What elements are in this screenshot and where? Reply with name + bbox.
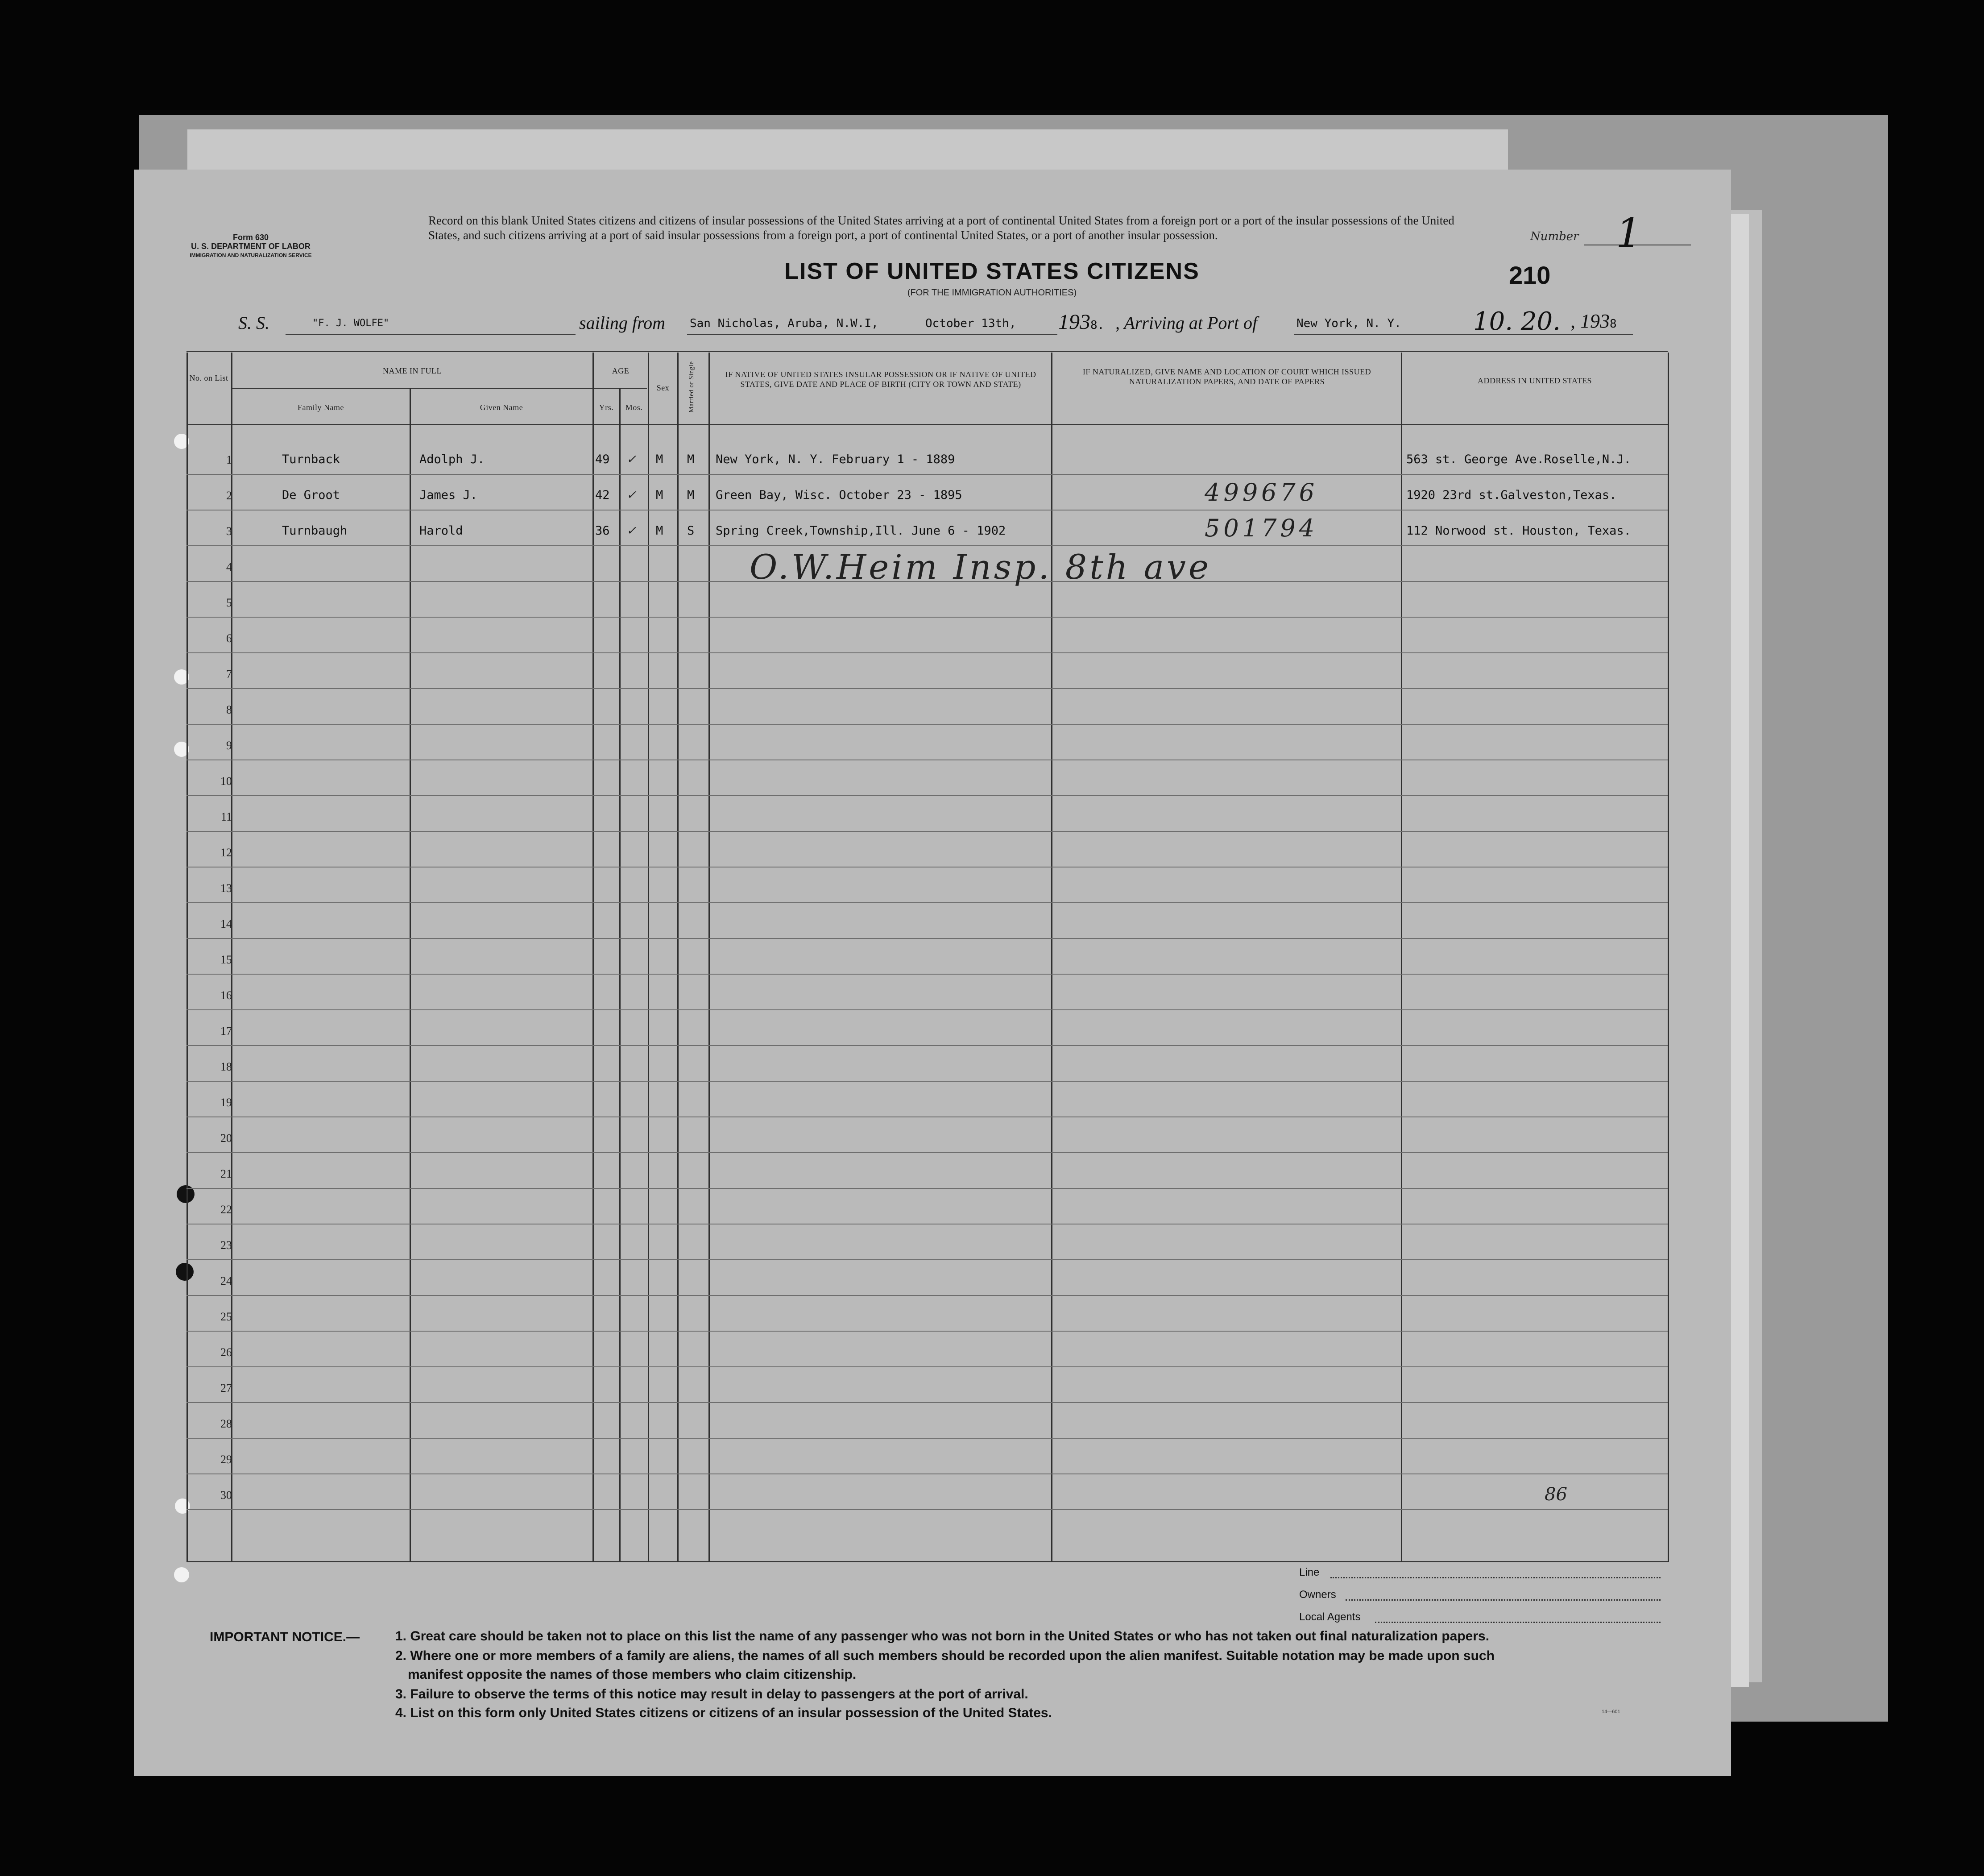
departure-date: October 13th, xyxy=(925,317,1016,330)
cell-ms: M xyxy=(687,452,695,466)
arriving-label: , Arriving at Port of xyxy=(1115,313,1258,333)
stamp-number: 210 xyxy=(1509,261,1551,289)
header-sex: Sex xyxy=(656,383,670,392)
cell-mos: ✓ xyxy=(626,452,637,466)
row-number: 8 xyxy=(226,703,232,716)
row-number: 21 xyxy=(220,1167,232,1180)
row-line xyxy=(186,545,1668,546)
page-subtitle: (FOR THE IMMIGRATION AUTHORITIES) xyxy=(907,288,1077,298)
name-header-divider xyxy=(232,388,617,389)
header-age: AGE xyxy=(612,366,630,375)
cell-yrs: 36 xyxy=(595,524,610,538)
header-address: ADDRESS IN UNITED STATES xyxy=(1477,376,1592,385)
row-line xyxy=(186,938,1668,939)
row-number: 20 xyxy=(220,1132,232,1145)
notice-item-2: 2. Where one or more members of a family are aliens, the names of all such members should be recorded upon the alien manifest. Suitable notation may be made upon such xyxy=(395,1648,1495,1663)
row-line xyxy=(186,1081,1668,1082)
cell-birth: New York, N. Y. February 1 - 1889 xyxy=(716,452,955,466)
row-number: 5 xyxy=(226,596,232,609)
row-number: 27 xyxy=(220,1382,232,1395)
row-line xyxy=(186,1009,1668,1010)
cell-naturalized: 499676 xyxy=(1205,478,1318,506)
header-yrs: Yrs. xyxy=(599,403,614,412)
row-number: 1 xyxy=(226,453,232,466)
row-line xyxy=(186,1438,1668,1439)
cell-address: 563 st. George Ave.Roselle,N.J. xyxy=(1406,452,1631,466)
row-number: 12 xyxy=(220,846,232,859)
number-value: 1 xyxy=(1616,210,1642,257)
row-number: 28 xyxy=(220,1417,232,1430)
arrival-year-prefix: , 193 xyxy=(1570,310,1610,332)
col-line xyxy=(1668,353,1669,1562)
row-line xyxy=(186,831,1668,832)
cell-given: James J. xyxy=(419,488,478,502)
header-family-name: Family Name xyxy=(298,403,344,412)
row-line xyxy=(186,1259,1668,1260)
col-line xyxy=(619,388,621,1562)
cell-naturalized: 501794 xyxy=(1205,514,1318,542)
row-line xyxy=(186,1295,1668,1296)
cell-yrs: 42 xyxy=(595,488,610,502)
header-given-name: Given Name xyxy=(480,403,523,412)
col-line xyxy=(1401,353,1402,1562)
line-label: Line xyxy=(1299,1566,1320,1578)
background-sheet-right-edge xyxy=(1731,214,1749,1687)
col-line xyxy=(410,388,411,1562)
row-number: 2 xyxy=(226,489,232,502)
cell-given: Harold xyxy=(419,524,463,538)
department-name: U. S. DEPARTMENT OF LABOR xyxy=(191,242,311,251)
arrival-year-suffix: 8 xyxy=(1610,317,1617,331)
owners-field xyxy=(1346,1599,1661,1601)
row-number: 13 xyxy=(220,882,232,895)
row-line xyxy=(186,510,1668,511)
row-number: 14 xyxy=(220,917,232,930)
row-number: 7 xyxy=(226,668,232,681)
row-number: 24 xyxy=(220,1274,232,1287)
page-title: LIST OF UNITED STATES CITIZENS xyxy=(784,258,1200,284)
row-line xyxy=(186,1188,1668,1189)
row-number: 3 xyxy=(226,525,232,538)
cell-yrs: 49 xyxy=(595,452,610,466)
cell-mos: ✓ xyxy=(626,488,637,502)
owners-label: Owners xyxy=(1299,1589,1336,1601)
cell-ms: S xyxy=(687,524,695,538)
punch-hole xyxy=(174,1567,189,1582)
row-line xyxy=(186,474,1668,475)
notice-item-2-cont: manifest opposite the names of those members who claim citizenship. xyxy=(408,1667,857,1682)
table-top-border xyxy=(186,351,1668,352)
row-number: 4 xyxy=(226,560,232,573)
page-mark: 86 xyxy=(1545,1484,1567,1505)
cell-mos: ✓ xyxy=(626,524,637,538)
header-naturalized: IF NATURALIZED, GIVE NAME AND LOCATION OF COURT WHICH ISSUED NATURALIZATION PAPERS, AND DATE OF PAPERS xyxy=(1082,367,1371,386)
local-agents-label: Local Agents xyxy=(1299,1611,1361,1623)
local-agents-field xyxy=(1375,1622,1661,1623)
row-number: 9 xyxy=(226,739,232,752)
cell-sex: M xyxy=(656,452,663,466)
from-underline xyxy=(687,334,1057,335)
row-line xyxy=(186,1331,1668,1332)
notice-title: IMPORTANT NOTICE.— xyxy=(210,1630,360,1644)
header-married-or-single: Married or Single xyxy=(688,361,695,413)
ship-underline xyxy=(286,334,576,335)
col-line xyxy=(648,353,649,1562)
cell-ms: M xyxy=(687,488,695,502)
row-number: 26 xyxy=(220,1346,232,1359)
row-line xyxy=(186,902,1668,903)
notice-item-4: 4. List on this form only United States citizens or citizens of an insular possession of the United States. xyxy=(395,1706,1052,1720)
row-line xyxy=(186,1366,1668,1367)
row-number: 29 xyxy=(220,1453,232,1466)
row-number: 23 xyxy=(220,1239,232,1252)
form-identifier xyxy=(184,233,318,260)
arrival-underline xyxy=(1294,334,1633,335)
cell-sex: M xyxy=(656,524,663,538)
cell-sex: M xyxy=(656,488,663,502)
col-line xyxy=(708,353,710,1562)
arrival-date: 10. 20. xyxy=(1473,307,1561,336)
row-number: 17 xyxy=(220,1025,232,1038)
row-line xyxy=(186,1116,1668,1117)
row-number: 10 xyxy=(220,775,232,788)
col-line xyxy=(592,353,594,1562)
row-number: 15 xyxy=(220,953,232,966)
row-line xyxy=(186,1045,1668,1046)
row-line xyxy=(186,974,1668,975)
table-bottom-border xyxy=(186,1561,1668,1562)
departure-year xyxy=(1058,310,1104,334)
row-number: 18 xyxy=(220,1060,232,1073)
line-field xyxy=(1330,1577,1661,1578)
header-no-on-list: No. on List xyxy=(189,374,228,382)
row-number: 25 xyxy=(220,1310,232,1323)
row-number: 19 xyxy=(220,1096,232,1109)
row-number: 16 xyxy=(220,989,232,1002)
row-number: 30 xyxy=(220,1489,232,1502)
ss-label: S. S. xyxy=(238,313,269,333)
cell-given: Adolph J. xyxy=(419,452,485,466)
row-line xyxy=(186,652,1668,653)
header-native-birth: IF NATIVE OF UNITED STATES INSULAR POSSESSION OR IF NATIVE OF UNITED STATES, GIVE DATE AND PLACE OF BIRTH (CITY OR TOWN AND STATE) xyxy=(725,370,1036,389)
number-label: Number xyxy=(1530,230,1579,243)
departure-year-prefix: 193 xyxy=(1058,310,1090,334)
cell-birth: Green Bay, Wisc. October 23 - 1895 xyxy=(716,488,962,502)
departure-port: San Nicholas, Aruba, N.W.I, xyxy=(690,317,878,330)
row-line xyxy=(186,1509,1668,1510)
cell-family: De Groot xyxy=(282,488,340,502)
cell-family: Turnback xyxy=(282,452,340,466)
row-line xyxy=(186,1473,1668,1474)
col-line xyxy=(677,353,679,1562)
row-number: 22 xyxy=(220,1203,232,1216)
notice-item-1: 1. Great care should be taken not to place on this list the name of any passenger who was not born in the United States or who has not taken out final naturalization papers. xyxy=(395,1629,1490,1644)
inspector-note: O.W.Heim Insp. 8th ave xyxy=(750,547,1211,587)
row-line xyxy=(186,795,1668,796)
row-number: 11 xyxy=(220,810,232,823)
cell-family: Turnbaugh xyxy=(282,524,348,538)
row-line xyxy=(186,724,1668,725)
header-name-in-full: NAME IN FULL xyxy=(383,366,442,375)
header-instructions: Record on this blank United States citizens and citizens of insular possessions of the United States arriving at a port of continental United States from a foreign port or a port of the insular possessions of the United States, and such citizens arriving at a port of said insular possessions from a foreign port, a port of continental United States, or a port of another insular possession. xyxy=(428,214,1454,242)
notice-item-3: 3. Failure to observe the terms of this notice may result in delay to passengers at the port of arrival. xyxy=(395,1687,1028,1702)
arrival-port: New York, N. Y. xyxy=(1296,317,1401,330)
row-line xyxy=(186,1152,1668,1153)
form-number: Form 630 xyxy=(232,233,269,242)
cell-address: 1920 23rd st.Galveston,Texas. xyxy=(1406,488,1617,502)
row-line xyxy=(186,1402,1668,1403)
cell-birth: Spring Creek,Township,Ill. June 6 - 1902 xyxy=(716,524,1006,538)
col-line xyxy=(1051,353,1052,1562)
service-name: IMMIGRATION AND NATURALIZATION SERVICE xyxy=(190,252,312,258)
print-code: 14—601 xyxy=(1602,1709,1620,1714)
arrival-year xyxy=(1570,310,1617,332)
row-number: 6 xyxy=(226,632,232,645)
ship-name: "F. J. WOLFE" xyxy=(312,318,389,329)
sailing-from-label: sailing from xyxy=(579,313,665,333)
departure-year-suffix: 8. xyxy=(1090,319,1105,332)
header-mos: Mos. xyxy=(625,403,643,412)
row-line xyxy=(186,688,1668,689)
table-header-border xyxy=(186,424,1668,425)
cell-address: 112 Norwood st. Houston, Texas. xyxy=(1406,524,1631,538)
row-line xyxy=(186,617,1668,618)
